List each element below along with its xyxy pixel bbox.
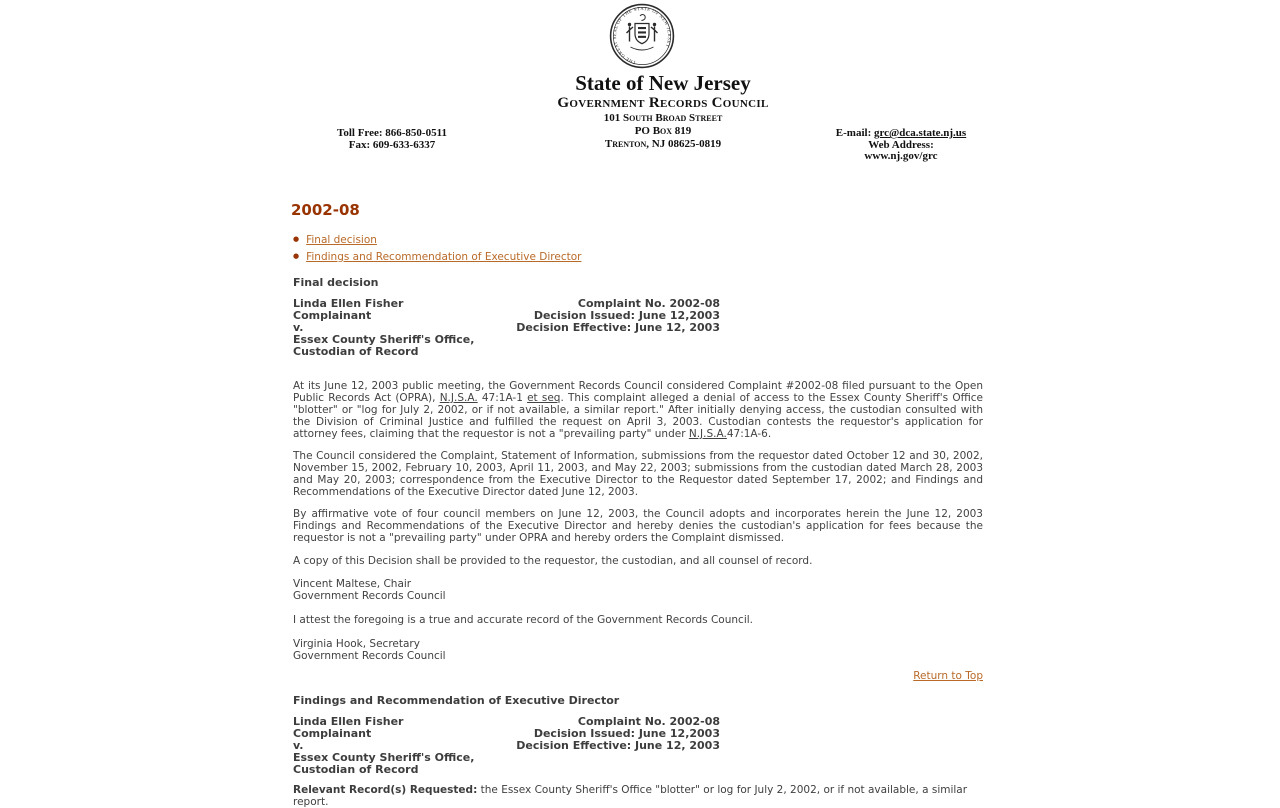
text-segment: 47:1A-1 [477, 392, 528, 404]
state-name: State of New Jersey [575, 71, 751, 95]
caption-case-details [293, 716, 720, 752]
new-jersey-state-seal-icon [609, 3, 675, 73]
custodian-name: Essex County Sheriff's Office, [293, 333, 475, 346]
address-line-1: 101 South Broad Street [603, 112, 723, 124]
email-line [836, 128, 966, 140]
final-decision-paragraph-2: The Council considered the Complaint, Statement of Information, submissions from the requestor dated October 12 and 30, 2002, November 15, 2002, February 10, 2003, April 11, 2003, and May 22, 2003; submissions from the custodian dated March 28, 2003 and May 20, 2003; correspondence from the Executive Director to the Requestor dated September 17, 2002; and Findings and Recommendations of the Executive Director dated June 12, 2003. [293, 450, 983, 498]
findings-heading: Findings and Recommendation of Executive Director [293, 694, 620, 707]
attestation-line: I attest the foregoing is a true and accurate record of the Government Records Council. [293, 614, 753, 626]
secretary-name: Virginia Hook, Secretary [293, 638, 420, 650]
email-label: E-mail: [835, 127, 874, 139]
decision-effective-date: Decision Effective: June 12, 2003 [516, 739, 720, 752]
citation-njsa: N.J.S.A. [439, 392, 478, 404]
address-line-2: PO Box 819 [634, 125, 692, 137]
web-address-url: www.nj.gov/grc [864, 150, 938, 162]
relevant-records-line [293, 784, 983, 808]
secretary-signature-block [293, 638, 983, 662]
decision-issued-date: Decision Issued: June 12,2003 [533, 727, 720, 740]
text-segment: At its June 12, 2003 public meeting, the Government Records Council considered Complaint #2002-08 filed pursuant to the Open Public Records Act (OPRA), [293, 380, 983, 404]
agency-name: Government Records Council [557, 95, 769, 111]
text-segment: . This complaint alleged a denial of access to the Essex County Sheriff's Office "blotter" or "log for July 2, 2002, or if not available, a similar report." After initially denying access, the custodian consulted with the Division of Criminal Justice and fulfilled the request on April 3, 2003. Custodian contests the requestor's application for attorney fees, claiming that the requestor is not a "prevailing party" under [293, 392, 983, 440]
caption-case-details [293, 298, 720, 334]
svg-text:THE GREAT SEAL OF THE STATE OF: THE GREAT SEAL OF THE STATE OF NEW JERSEY [611, 5, 673, 66]
case-number-heading: 2002-08 [291, 201, 360, 219]
decision-issued-date: Decision Issued: June 12,2003 [533, 309, 720, 322]
web-address-label: Web Address: [868, 138, 934, 151]
final-decision-heading: Final decision [293, 276, 379, 289]
phone-contact-block [337, 128, 447, 151]
web-contact-block [836, 128, 966, 163]
secretary-org: Government Records Council [293, 650, 446, 662]
email-link[interactable]: grc@dca.state.nj.us [873, 127, 967, 139]
relevant-records-label: Relevant Record(s) Requested: [293, 784, 478, 796]
table-of-contents [293, 231, 581, 265]
custodian-role: Custodian of Record [293, 345, 419, 358]
complainant-name: Linda Ellen Fisher [293, 297, 404, 310]
toc-item-findings [293, 248, 581, 265]
versus: v. [293, 739, 304, 752]
final-decision-paragraph-3: By affirmative vote of four council members on June 12, 2003, the Council adopts and incorporates herein the June 12, 2003 Findings and Recommendations of the Executive Director and hereby denies the custodian's application for fees because the requestor is not a "prevailing party" under OPRA and hereby orders the Complaint dismissed. [293, 508, 983, 544]
complainant-role: Complainant [293, 727, 372, 740]
findings-link[interactable]: Findings and Recommendation of Executive Director [306, 251, 582, 263]
relevant-records-text: the Essex County Sheriff's Office "blotter" or log for July 2, 2002, or if not available, a similar report. [293, 784, 968, 808]
decision-effective-date: Decision Effective: June 12, 2003 [516, 321, 720, 334]
toll-free-number: Toll Free: 866-850-0511 [337, 127, 447, 139]
fax-number: Fax: 609-633-6337 [348, 138, 436, 151]
versus: v. [293, 321, 304, 334]
final-decision-paragraph-1 [293, 380, 983, 440]
letterhead [557, 71, 768, 151]
complainant-name: Linda Ellen Fisher [293, 715, 404, 728]
complainant-role: Complainant [293, 309, 372, 322]
final-decision-paragraph-4: A copy of this Decision shall be provided to the requestor, the custodian, and all counsel of record. [293, 555, 813, 567]
complaint-number: Complaint No. 2002-08 [577, 297, 720, 310]
toc-item-final-decision [293, 231, 581, 248]
chair-signature-block [293, 578, 983, 602]
custodian-name: Essex County Sheriff's Office, [293, 751, 475, 764]
chair-name: Vincent Maltese, Chair [293, 578, 412, 590]
final-decision-link[interactable]: Final decision [306, 234, 377, 246]
complaint-number: Complaint No. 2002-08 [577, 715, 720, 728]
case-caption-findings [293, 716, 983, 778]
text-segment: 47:1A-6. [726, 428, 772, 440]
return-to-top-link[interactable]: Return to Top [913, 670, 983, 682]
chair-org: Government Records Council [293, 590, 446, 602]
return-to-top-row [293, 670, 983, 682]
citation-et-seq: et seq [527, 392, 561, 404]
citation-njsa: N.J.S.A. [688, 428, 727, 440]
custodian-role: Custodian of Record [293, 763, 419, 776]
case-caption-final-decision [293, 298, 983, 360]
address-line-3: Trenton, NJ 08625-0819 [604, 138, 722, 150]
